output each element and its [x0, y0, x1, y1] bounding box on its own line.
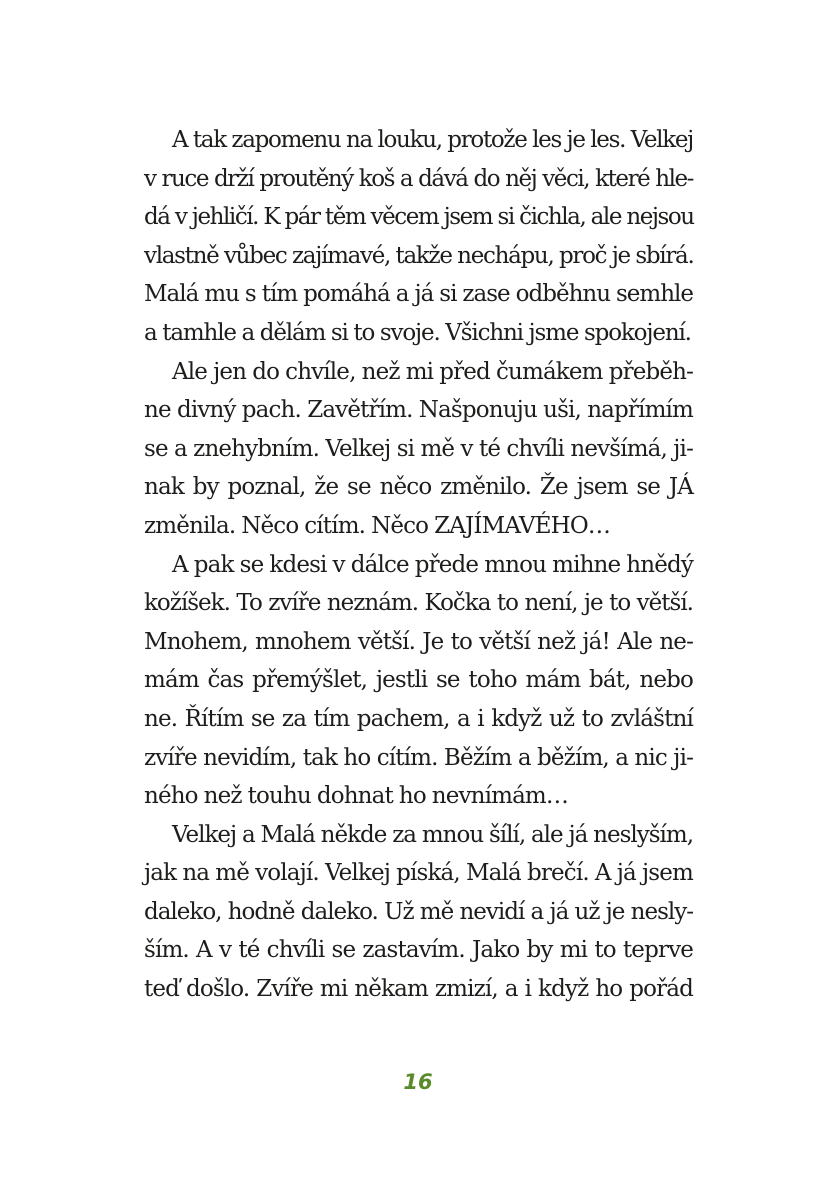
- text-line: ším. A v té chvíli se zastavím. Jako by mi to teprve: [144, 937, 693, 964]
- text-line: nak by poznal, že se něco změnilo. Že jsem se JÁ: [144, 474, 693, 501]
- text-line: se a znehybním. Velkej si mě v té chvíli nevšímá, ji-: [144, 435, 693, 462]
- paragraph: [144, 816, 693, 1009]
- text-line: Ale jen do chvíle, než mi před čumákem přeběh-: [172, 358, 693, 385]
- text-line: daleko, hodně daleko. Už mě nevidí a já už je nesly-: [144, 898, 693, 925]
- text-line: v ruce drží proutěný koš a dává do něj věci, které hle-: [144, 165, 693, 192]
- text-line: Velkej a Malá někde za mnou šílí, ale já neslyším,: [172, 821, 693, 848]
- text-line: ne divný pach. Zavětřím. Našponuju uši, napřímím: [144, 397, 693, 424]
- body-text: [144, 121, 693, 1009]
- text-line: zvíře nevidím, tak ho cítím. Běžím a běžím, a nic ji-: [144, 744, 693, 771]
- text-line: Malá mu s tím pomáhá a já si zase odběhnu semhle: [144, 281, 693, 308]
- text-line: kožíšek. To zvíře neznám. Kočka to není, je to větší.: [144, 590, 693, 617]
- text-line: vlastně vůbec zajímavé, takže nechápu, proč je sbírá.: [144, 242, 694, 269]
- page-number: 16: [403, 1070, 433, 1094]
- text-line: ne. Řítím se za tím pachem, a i když už to zvláštní: [144, 705, 693, 732]
- text-line: teď došlo. Zvíře mi někam zmizí, a i když ho pořád: [144, 976, 693, 1003]
- text-line: mám čas přemýšlet, jestli se toho mám bát, nebo: [144, 667, 693, 694]
- text-line: A tak zapomenu na louku, protože les je les. Velkej: [172, 127, 693, 153]
- text-line: A pak se kdesi v dálce přede mnou mihne hnědý: [172, 551, 693, 578]
- paragraph: [144, 546, 693, 816]
- text-line: a tamhle a dělám si to svoje. Všichni jsme spokojení.: [144, 319, 691, 346]
- text-line: Mnohem, mnohem větší. Je to větší než já! Ale ne-: [144, 628, 693, 655]
- paragraph: [144, 121, 693, 353]
- text-line: ného než touhu dohnat ho nevnímám…: [144, 783, 569, 810]
- paragraph: [144, 353, 693, 546]
- text-line: dá v jehličí. K pár těm věcem jsem si čichla, ale nejsou: [144, 204, 694, 231]
- text-line: změnila. Něco cítím. Něco ZAJÍMAVÉHO…: [144, 512, 610, 539]
- text-line: jak na mě volají. Velkej píská, Malá brečí. A já jsem: [144, 860, 693, 887]
